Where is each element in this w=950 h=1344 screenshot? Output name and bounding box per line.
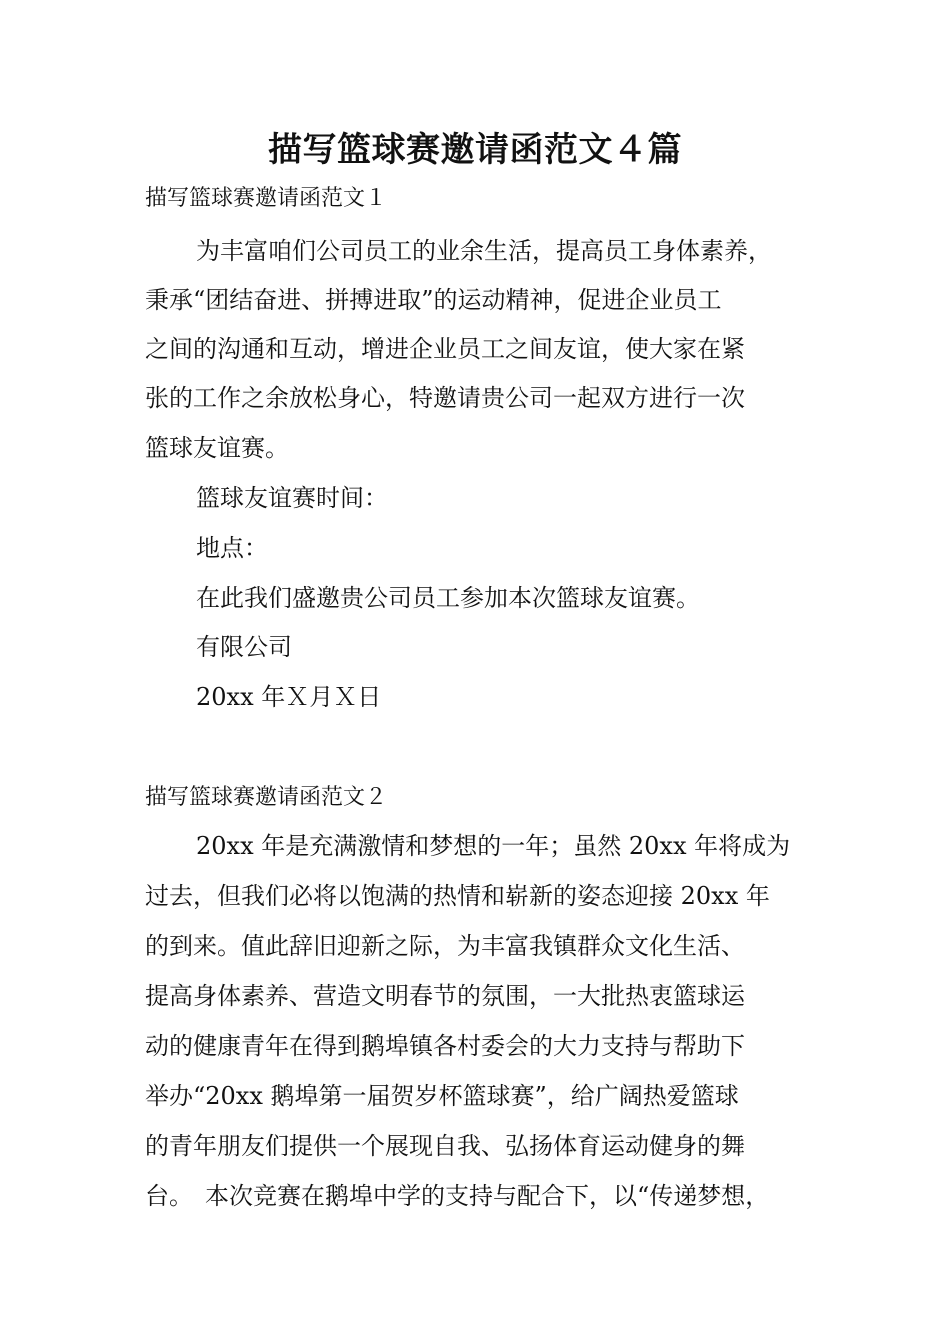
location-label: 地点：	[196, 534, 268, 562]
paragraph-line: 秉承“团结奋进、拼搏进取”的运动精神，促进企业员工	[145, 286, 722, 314]
paragraph-line: 台。 本次竞赛在鹅埠中学的支持与配合下，以“传递梦想，	[145, 1182, 770, 1210]
document-date: 20xx 年Ｘ月Ｘ日	[196, 683, 382, 711]
paragraph-line: 动的健康青年在得到鹅埠镇各村委会的大力支持与帮助下	[145, 1032, 745, 1060]
paragraph-line: 20xx 年是充满激情和梦想的一年；虽然 20xx 年将成为	[196, 832, 791, 860]
section-heading-2: 描写篮球赛邀请函范文２	[145, 785, 388, 810]
paragraph-line: 提高身体素养、营造文明春节的氛围，一大批热衷篮球运	[145, 982, 745, 1010]
company-name: 有限公司	[196, 633, 292, 661]
paragraph-line: 的到来。值此辞旧迎新之际，为丰富我镇群众文化生活、	[145, 932, 745, 960]
paragraph-line: 篮球友谊赛。	[145, 434, 289, 462]
document-title: 描写篮球赛邀请函范文４篇	[268, 130, 682, 170]
time-label: 篮球友谊赛时间：	[196, 484, 388, 512]
paragraph-line: 之间的沟通和互动，增进企业员工之间友谊，使大家在紧	[145, 335, 745, 363]
paragraph-line: 张的工作之余放松身心，特邀请贵公司一起双方进行一次	[145, 384, 745, 412]
invitation-text: 在此我们盛邀贵公司员工参加本次篮球友谊赛。	[196, 584, 700, 612]
paragraph-line: 举办“20xx 鹅埠第一届贺岁杯篮球赛”，给广阔热爱篮球	[145, 1082, 739, 1110]
paragraph-line: 过去，但我们必将以饱满的热情和崭新的姿态迎接 20xx 年	[145, 882, 770, 910]
paragraph-line: 的青年朋友们提供一个展现自我、弘扬体育运动健身的舞	[145, 1132, 745, 1160]
paragraph-line: 为丰富咱们公司员工的业余生活，提高员工身体素养，	[196, 237, 772, 265]
section-heading-1: 描写篮球赛邀请函范文１	[145, 186, 388, 211]
